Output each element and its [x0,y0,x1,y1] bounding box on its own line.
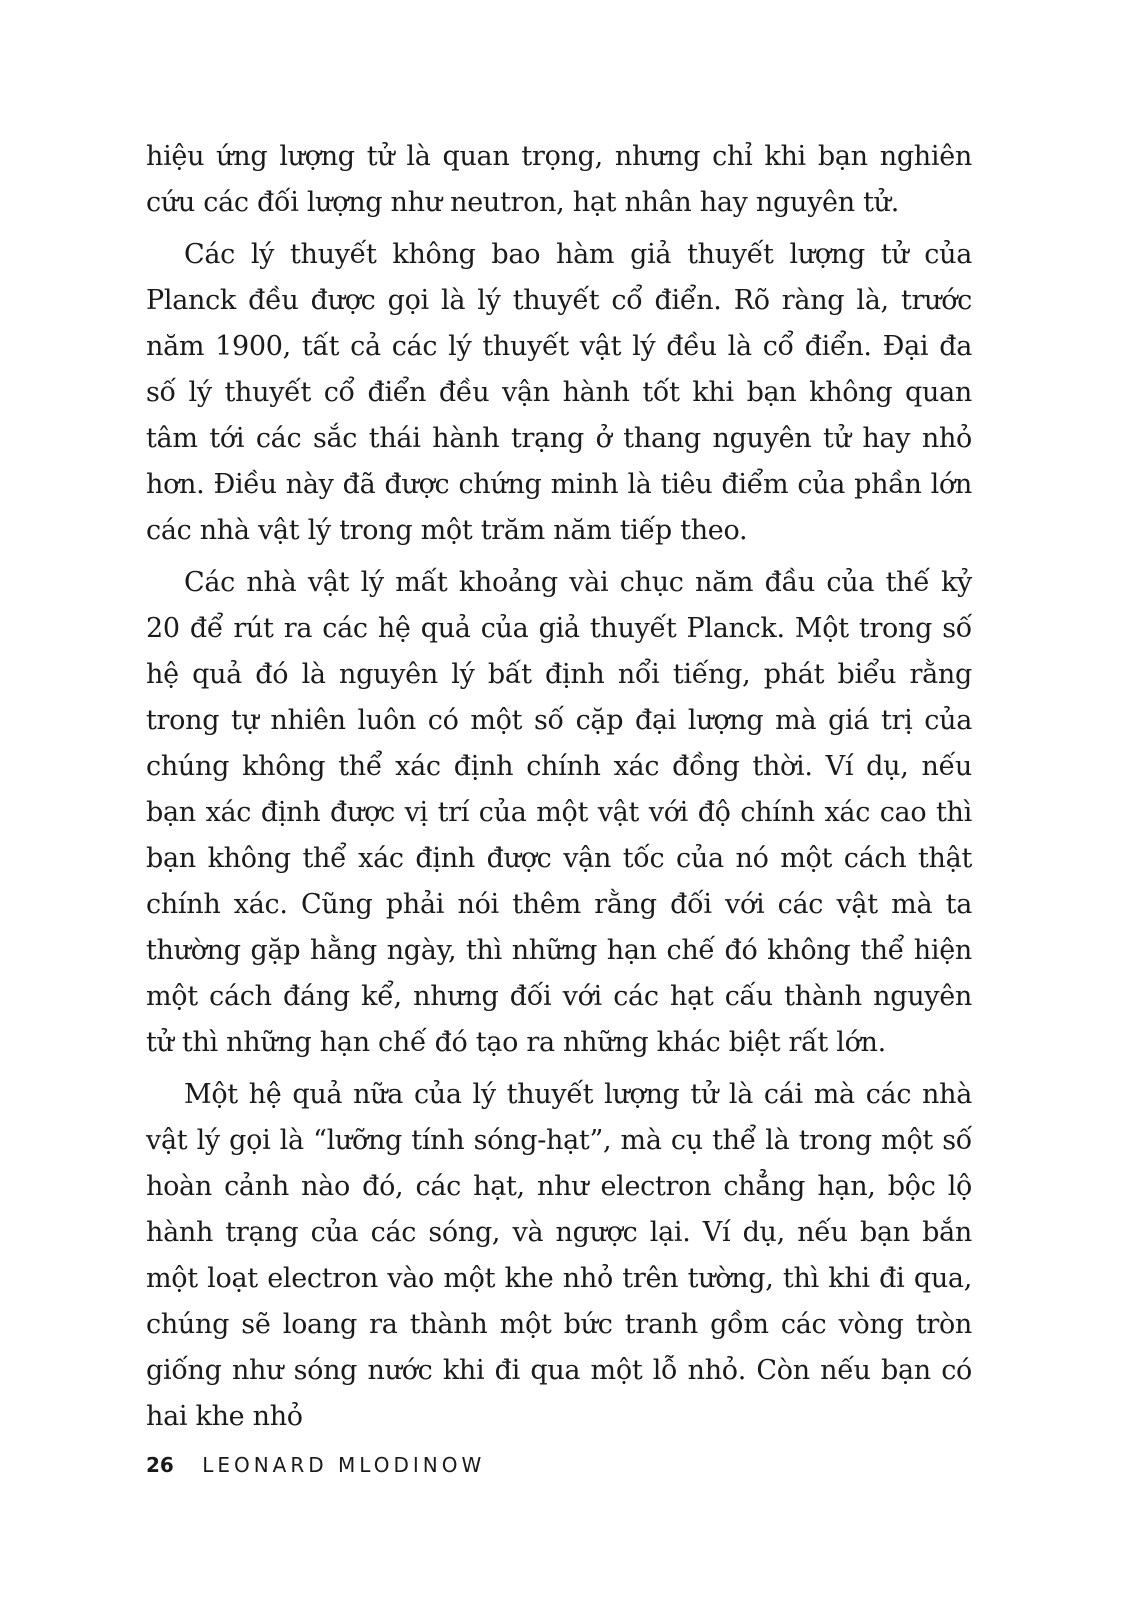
running-head-author: LEONARD MLODINOW [202,1453,486,1477]
paragraph-4: Một hệ quả nữa của lý thuyết lượng tử là cái mà các nhà vật lý gọi là “lưỡng tính sóng-hạt”, mà cụ thể là trong một số hoàn cảnh nào đó, các hạt, như electron chẳng hạn, bộc lộ hành trạng của các sóng, và ngược lại. Ví dụ, nếu bạn bắn một loạt electron vào một khe nhỏ trên tường, thì khi đi qua, chúng sẽ loang ra thành một bức tranh gồm các vòng tròn giống như sóng nước khi đi qua một lỗ nhỏ. Còn nếu bạn có hai khe nhỏ [146,1079,972,1432]
paragraph-1: hiệu ứng lượng tử là quan trọng, nhưng chỉ khi bạn nghiên cứu các đối lượng như neutron, hạt nhân hay nguyên tử. [146,141,972,218]
page-body [146,134,972,1446]
page-footer [146,1453,485,1477]
paragraph-3: Các nhà vật lý mất khoảng vài chục năm đầu của thế kỷ 20 để rút ra các hệ quả của giả thuyết Planck. Một trong số hệ quả đó là nguyên lý bất định nổi tiếng, phát biểu rằng trong tự nhiên luôn có một số cặp đại lượng mà giá trị của chúng không thể xác định chính xác đồng thời. Ví dụ, nếu bạn xác định được vị trí của một vật với độ chính xác cao thì bạn không thể xác định được vận tốc của nó một cách thật chính xác. Cũng phải nói thêm rằng đối với các vật mà ta thường gặp hằng ngày, thì những hạn chế đó không thể hiện một cách đáng kể, nhưng đối với các hạt cấu thành nguyên tử thì những hạn chế đó tạo ra những khác biệt rất lớn. [146,567,972,1058]
page-number: 26 [146,1453,174,1477]
paragraph-2: Các lý thuyết không bao hàm giả thuyết lượng tử của Planck đều được gọi là lý thuyết cổ điển. Rõ ràng là, trước năm 1900, tất cả các lý thuyết vật lý đều là cổ điển. Đại đa số lý thuyết cổ điển đều vận hành tốt khi bạn không quan tâm tới các sắc thái hành trạng ở thang nguyên tử hay nhỏ hơn. Điều này đã được chứng minh là tiêu điểm của phần lớn các nhà vật lý trong một trăm năm tiếp theo. [146,239,972,546]
